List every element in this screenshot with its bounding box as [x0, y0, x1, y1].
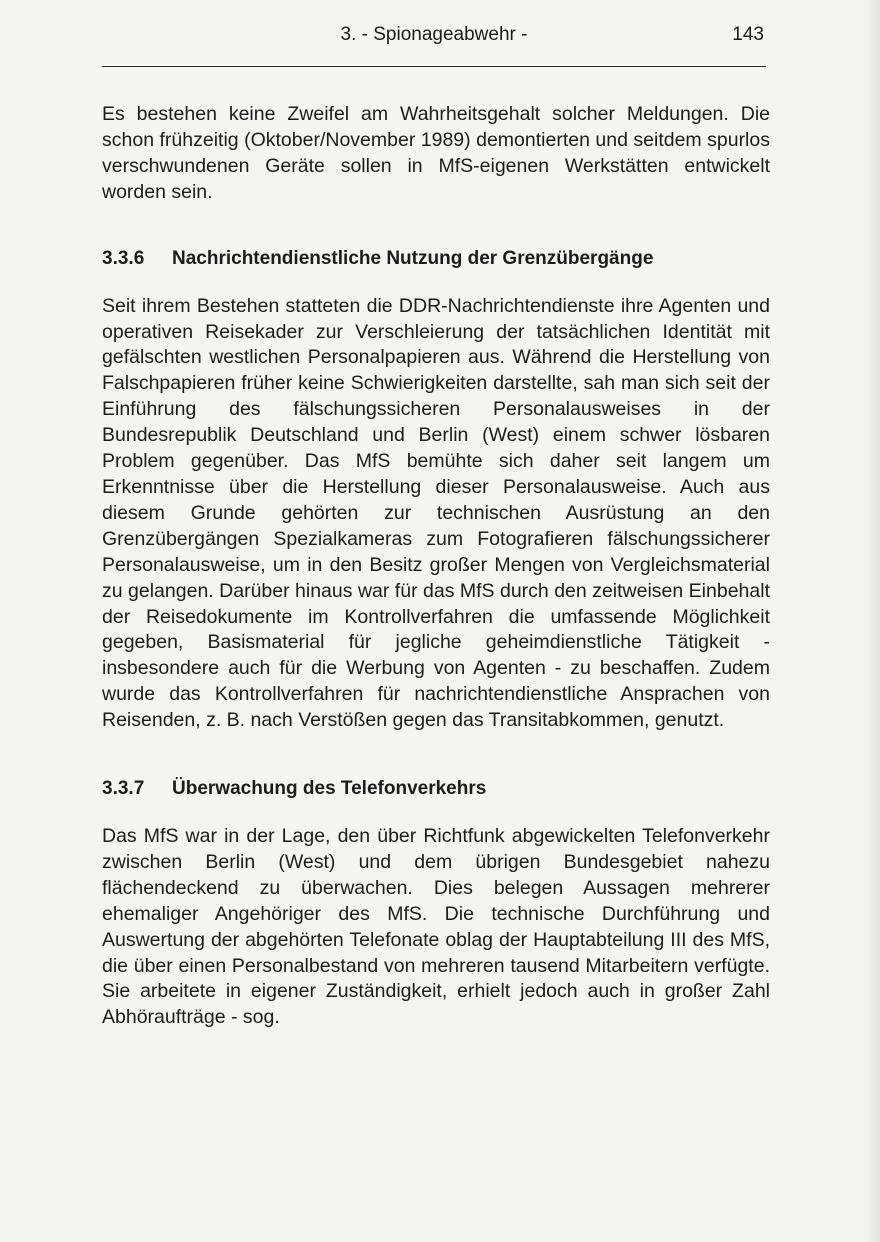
section-heading-3-3-6 — [102, 246, 770, 272]
page-body — [102, 102, 770, 1031]
section-paragraph-3-3-6: Seit ihrem Bestehen statteten die DDR-Nachrichtendienste ihre Agenten und operativen Reisekader zur Verschleierung der tatsächlichen Identität mit gefälschten westlichen Personalpapieren aus. Während die Herstellung von Falschpapieren früher keine Schwierigkeiten darstellte, sah man sich seit der Einführung des fälschungssicheren Personalausweises in der Bundesrepublik Deutschland und Berlin (West) einem schwer lösbaren Problem gegenüber. Das MfS bemühte sich daher seit langem um Erkenntnisse über die Herstellung dieser Personalausweise. Auch aus diesem Grunde gehörten zur technischen Ausrüstung an den Grenzübergängen Spezialkameras zum Fotografieren fälschungssicherer Personalausweise, um in den Besitz großer Mengen von Vergleichsmaterial zu gelangen. Darüber hinaus war für das MfS durch den zeitweisen Einbehalt der Reisedokumente im Kontrollverfahren die umfassende Möglichkeit gegeben, Basismaterial für jegliche geheimdienstliche Tätigkeit - insbesondere auch für die Werbung von Agenten - zu beschaffen. Zudem wurde das Kontrollverfahren für nachrichtendienstliche Ansprachen von Reisenden, z. B. nach Verstößen gegen das Transitabkommen, genutzt. — [102, 294, 770, 732]
running-title: 3. - Spionageabwehr - — [340, 24, 528, 45]
page-edge-shadow — [866, 0, 880, 1242]
section-number: 3.3.7 — [102, 778, 145, 800]
intro-paragraph: Es bestehen keine Zweifel am Wahrheitsgehalt solcher Meldungen. Die schon frühzeitig (Oktober/November 1989) demontierten und seitdem spurlos verschwundenen Geräte sollen in MfS-eigenen Werkstätten entwickelt worden sein. — [102, 103, 770, 203]
section-heading-3-3-7 — [102, 776, 770, 802]
section-number: 3.3.6 — [102, 247, 145, 269]
section-title: Nachrichtendienstliche Nutzung der Grenzübergänge — [172, 247, 654, 269]
section-title: Überwachung des Telefonverkehrs — [172, 778, 487, 800]
running-header — [102, 22, 766, 67]
section-paragraph-3-3-7: Das MfS war in der Lage, den über Richtfunk abgewickelten Telefonverkehr zwischen Berlin (West) und dem übrigen Bundesgebiet nahezu flächendeckend zu überwachen. Dies belegen Aussagen mehrerer ehemaliger Angehöriger des MfS. Die technische Durchführung und Auswertung der abgehörten Telefonate oblag der Hauptabteilung III des MfS, die über einen Personalbestand von mehreren tausend Mitarbeitern verfügte. Sie arbeitete in eigener Zuständigkeit, erhielt jedoch auch in großer Zahl Abhöraufträge - sog. — [102, 825, 770, 1029]
page-number: 143 — [732, 24, 764, 45]
